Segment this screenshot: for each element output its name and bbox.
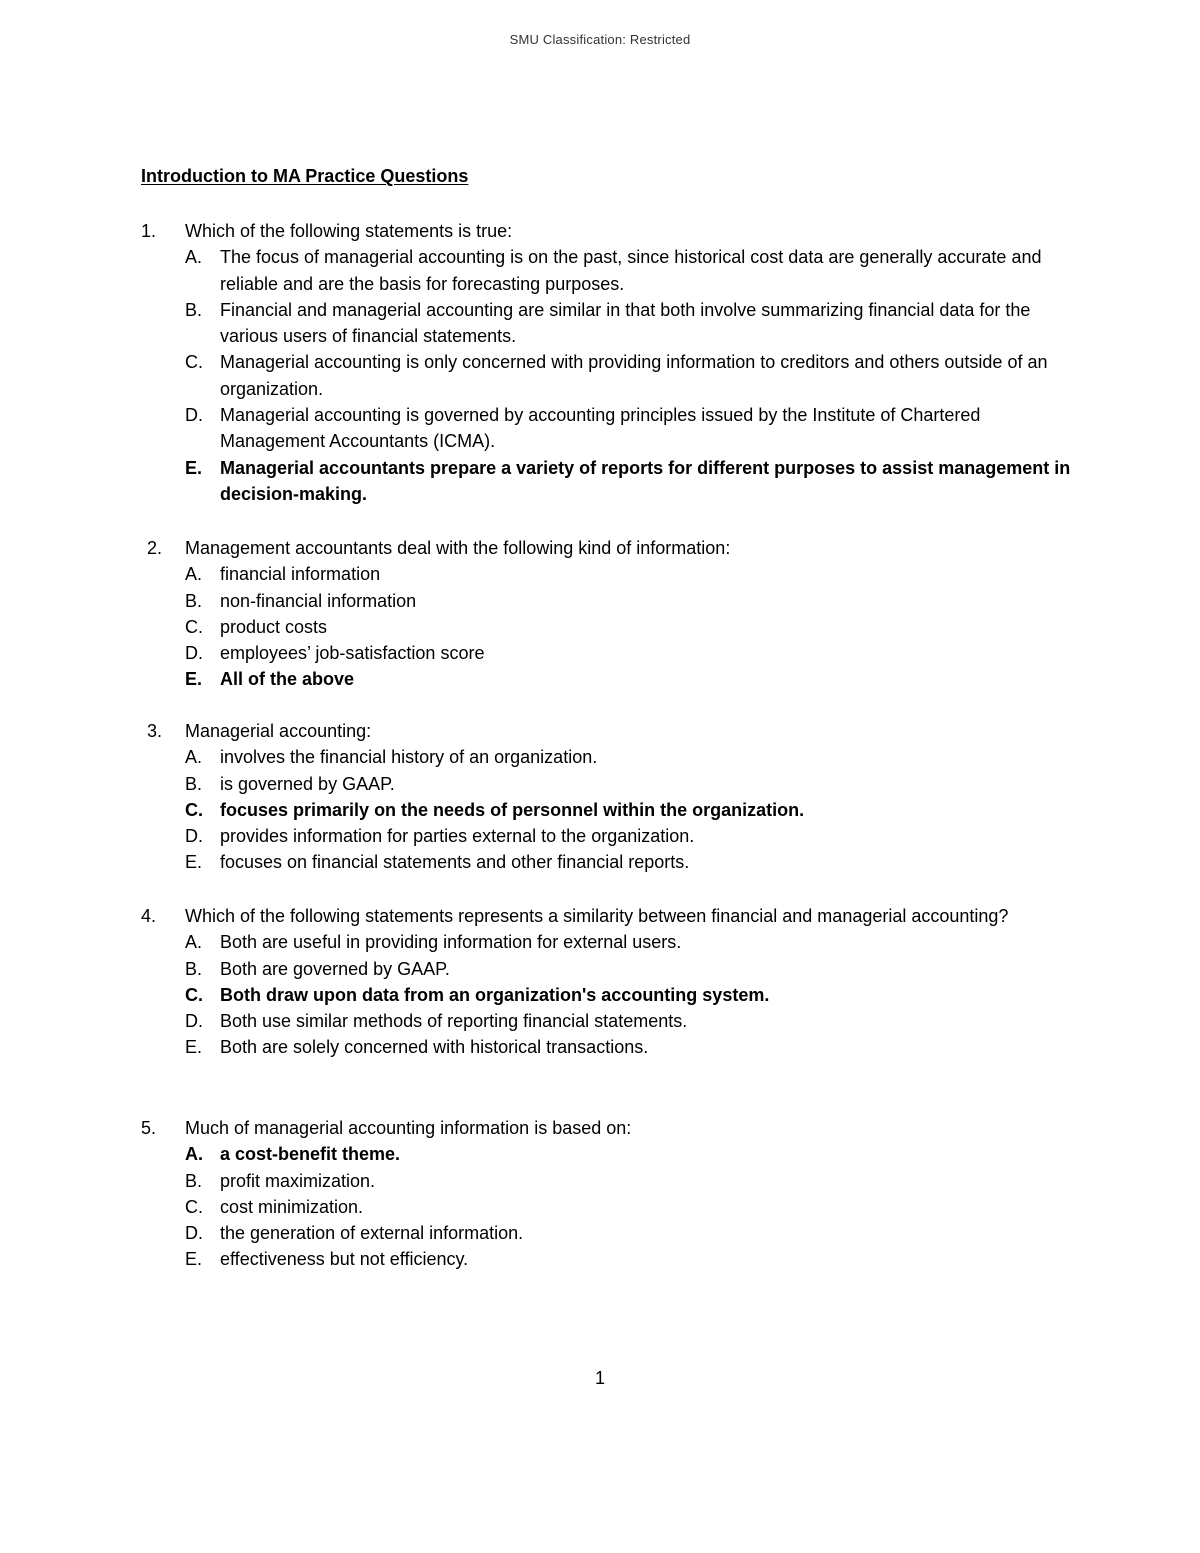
- option-letter: C.: [185, 984, 203, 1005]
- option-list: [141, 1141, 1071, 1272]
- option-letter: E.: [185, 852, 203, 873]
- option-letter: B.: [185, 773, 203, 794]
- option-letter: A.: [185, 247, 203, 268]
- option-a-correct: [141, 1141, 1071, 1167]
- option-text: Both use similar methods of reporting financial statements.: [220, 1011, 688, 1032]
- question-number: 5.: [141, 1118, 157, 1138]
- option-text: Managerial accountants prepare a variety of reports for different purposes to assist management in decision-making.: [220, 457, 1071, 504]
- option-list: [141, 744, 1071, 875]
- option-d: [141, 1008, 1071, 1034]
- option-letter: D.: [185, 1011, 203, 1032]
- option-letter: E.: [185, 1037, 203, 1058]
- option-e-correct: [141, 666, 1071, 692]
- question-text: Managerial accounting:: [185, 721, 372, 741]
- option-e: [141, 1246, 1071, 1272]
- option-b: [141, 297, 1071, 350]
- option-text: Managerial accounting is governed by accounting principles issued by the Institute of Chartered Management Accountants (ICMA).: [220, 405, 981, 452]
- option-e-correct: [141, 455, 1071, 508]
- question-text: Management accountants deal with the following kind of information:: [185, 538, 731, 558]
- question-5: [141, 1115, 1071, 1273]
- option-d: [141, 823, 1071, 849]
- question-4: [141, 903, 1071, 1061]
- option-text: Both draw upon data from an organization's accounting system.: [220, 984, 770, 1005]
- option-text: Both are governed by GAAP.: [220, 958, 450, 979]
- option-letter: A.: [185, 564, 203, 585]
- option-e: [141, 1034, 1071, 1060]
- option-text: Financial and managerial accounting are similar in that both involve summarizing financial data for the various users of financial statements.: [220, 299, 1031, 347]
- option-letter: B.: [185, 299, 203, 320]
- option-c-correct: [141, 982, 1071, 1008]
- option-d: [141, 1220, 1071, 1246]
- option-letter: D.: [185, 405, 203, 426]
- option-a: [141, 929, 1071, 955]
- classification-header: SMU Classification: Restricted: [509, 32, 691, 47]
- option-text: profit maximization.: [220, 1170, 376, 1191]
- option-b: [141, 771, 1071, 797]
- option-text: financial information: [220, 564, 381, 585]
- option-text: product costs: [220, 616, 328, 637]
- option-text: focuses on financial statements and other financial reports.: [220, 852, 690, 873]
- option-letter: E.: [185, 669, 203, 690]
- option-text: employees’ job-satisfaction score: [220, 643, 485, 664]
- option-letter: D.: [185, 826, 203, 847]
- question-1: [141, 218, 1071, 507]
- option-letter: B.: [185, 590, 203, 611]
- question-text: Which of the following statements represents a similarity between financial and managerial accounting?: [185, 906, 1009, 926]
- option-d: [141, 640, 1071, 666]
- question-text: Much of managerial accounting information is based on:: [185, 1118, 632, 1138]
- question-text: Which of the following statements is true:: [185, 221, 513, 241]
- question-stem: [141, 903, 1071, 929]
- question-2: [141, 535, 1071, 693]
- option-letter: B.: [185, 958, 203, 979]
- question-number: 3.: [147, 721, 163, 741]
- option-b: [141, 588, 1071, 614]
- option-letter: A.: [185, 747, 203, 768]
- option-text: Both are solely concerned with historical transactions.: [220, 1037, 649, 1058]
- option-letter: C.: [185, 352, 203, 373]
- question-number: 1.: [141, 221, 157, 241]
- option-text: cost minimization.: [220, 1196, 364, 1217]
- question-stem: [141, 1115, 1071, 1141]
- option-d: [141, 402, 1071, 455]
- option-text: non-financial information: [220, 590, 417, 611]
- option-letter: D.: [185, 1223, 203, 1244]
- option-c: [141, 614, 1071, 640]
- option-text: The focus of managerial accounting is on the past, since historical cost data are generally accurate and reliable and are the basis for forecasting purposes.: [220, 247, 1042, 294]
- question-number: 4.: [141, 906, 157, 926]
- option-c: [141, 349, 1071, 402]
- option-letter: C.: [185, 799, 203, 820]
- option-text: provides information for parties external to the organization.: [220, 826, 695, 847]
- option-c: [141, 1194, 1071, 1220]
- option-text: Both are useful in providing information for external users.: [220, 932, 682, 953]
- option-letter: E.: [185, 1249, 203, 1270]
- question-number: 2.: [147, 538, 163, 558]
- option-a: [141, 744, 1071, 770]
- document-title: Introduction to MA Practice Questions: [141, 166, 469, 186]
- option-a: [141, 561, 1071, 587]
- option-letter: C.: [185, 616, 203, 637]
- option-text: effectiveness but not efficiency.: [220, 1249, 469, 1270]
- option-letter: A.: [185, 1144, 203, 1165]
- option-b: [141, 1168, 1071, 1194]
- option-e: [141, 849, 1071, 875]
- question-3: [141, 718, 1071, 876]
- option-a: [141, 244, 1071, 297]
- option-text: the generation of external information.: [220, 1223, 524, 1244]
- question-stem: [141, 218, 1071, 244]
- option-list: [141, 244, 1071, 507]
- option-text: All of the above: [220, 669, 355, 690]
- option-letter: E.: [185, 457, 203, 478]
- option-letter: D.: [185, 643, 203, 664]
- question-stem: [141, 718, 1071, 744]
- option-text: a cost-benefit theme.: [220, 1144, 401, 1165]
- option-text: is governed by GAAP.: [220, 773, 395, 794]
- option-text: involves the financial history of an organization.: [220, 747, 598, 768]
- option-list: [141, 929, 1071, 1060]
- option-text: focuses primarily on the needs of personnel within the organization.: [220, 799, 805, 820]
- page-number: 1: [594, 1368, 605, 1388]
- option-letter: A.: [185, 932, 203, 953]
- option-text: Managerial accounting is only concerned with providing information to creditors and others outside of an organization.: [220, 352, 1048, 399]
- option-list: [141, 561, 1071, 692]
- option-b: [141, 956, 1071, 982]
- option-letter: C.: [185, 1196, 203, 1217]
- option-letter: B.: [185, 1170, 203, 1191]
- option-c-correct: [141, 797, 1071, 823]
- question-stem: [141, 535, 1071, 561]
